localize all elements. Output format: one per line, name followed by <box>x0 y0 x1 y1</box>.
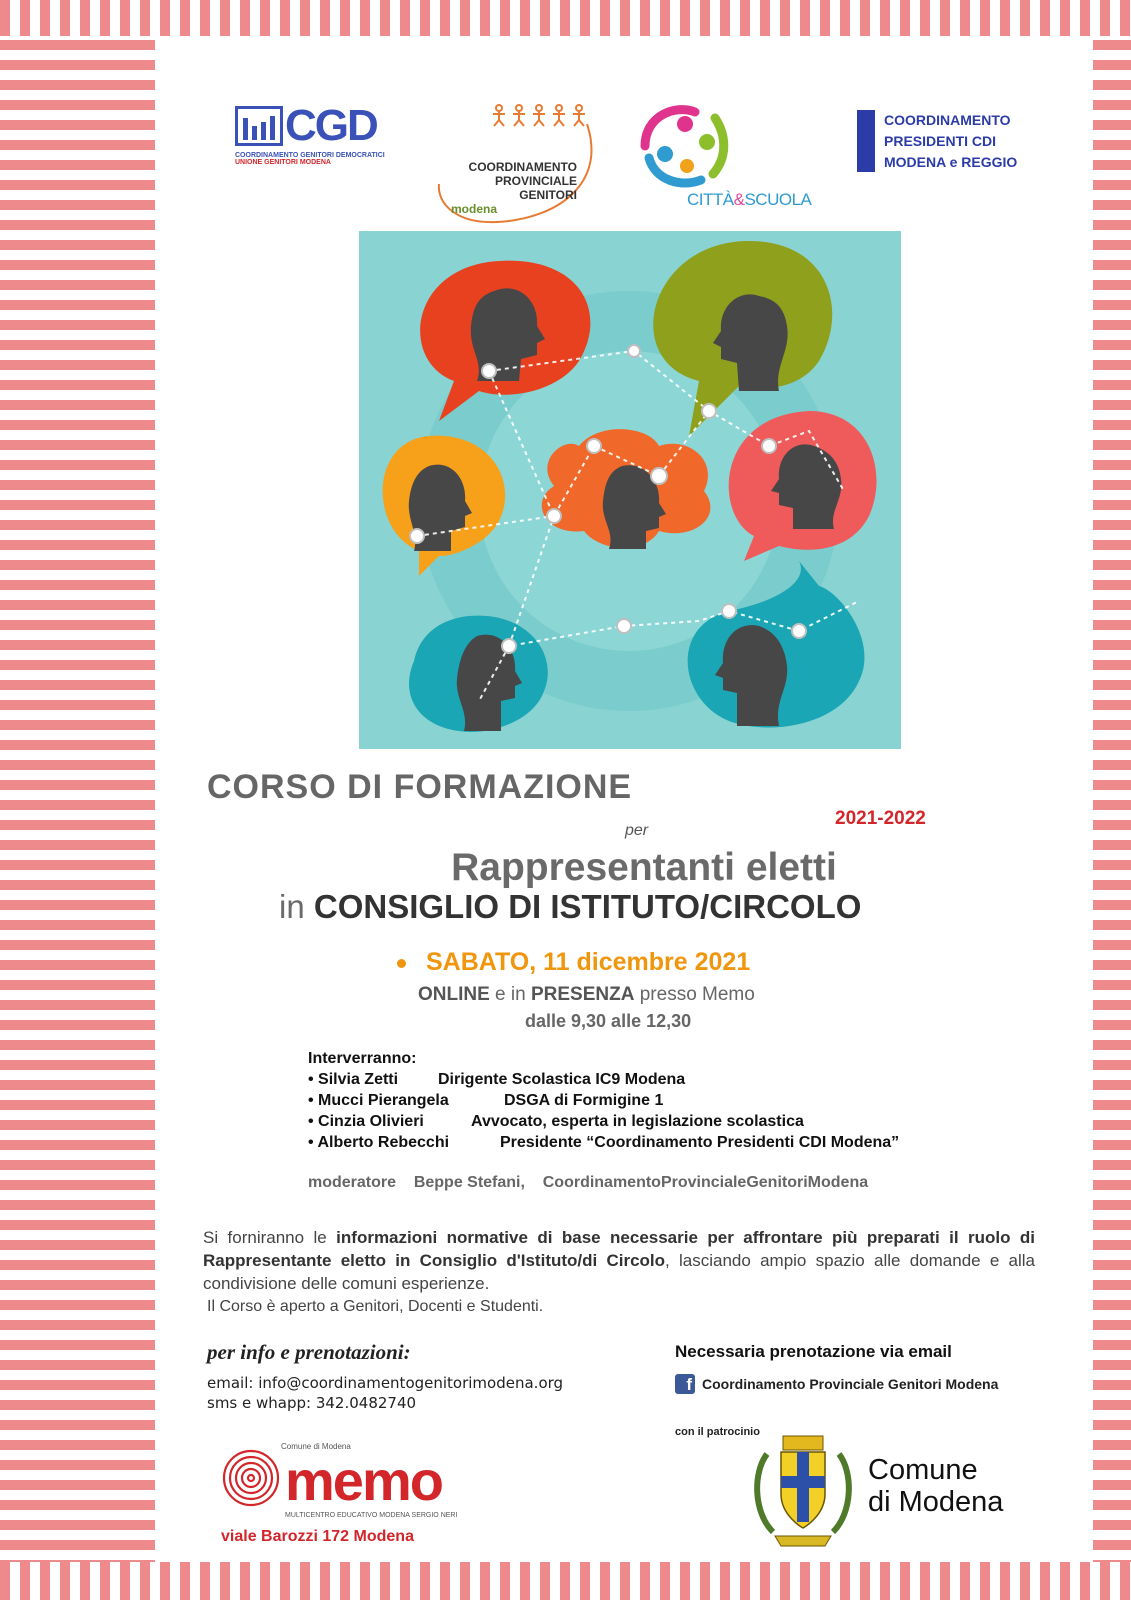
speakers-title: Interverranno: <box>308 1050 417 1067</box>
heads-network-illustration <box>359 231 901 749</box>
info-title: per info e prenotazioni: <box>207 1340 411 1364</box>
event-time: dalle 9,30 alle 12,30 <box>525 1011 692 1031</box>
striped-border-right <box>1093 0 1131 1600</box>
cpg-line3: GENITORI <box>519 188 577 202</box>
year-label: 2021-2022 <box>835 808 926 829</box>
facebook-link[interactable] <box>675 1374 998 1394</box>
moderator-line: moderatore Beppe Stefani, CoordinamentoProvincialeGenitoriModena <box>308 1174 869 1191</box>
citta-scuola-logo <box>635 96 835 216</box>
speakers-list <box>308 1048 899 1153</box>
memo-logo <box>221 1442 458 1556</box>
cgd-family-icon <box>235 106 283 146</box>
memo-spiral-icon <box>221 1448 281 1508</box>
booking-title: Necessaria prenotazione via email <box>675 1342 952 1361</box>
cgd-line1: COORDINAMENTO GENITORI DEMOCRATICI <box>235 152 385 159</box>
patronage-label: con il patrocinio <box>675 1426 760 1438</box>
cgd-line2: UNIONE GENITORI MODENA <box>235 159 331 166</box>
cdi-line3: MODENA e REGGIO <box>884 154 1018 170</box>
striped-border-left <box>0 0 155 1600</box>
facebook-label: Coordinamento Provinciale Genitori Modena <box>702 1376 999 1392</box>
bullet-icon <box>397 959 406 968</box>
comune-line1: Comune <box>868 1454 978 1486</box>
subtitle-main: CONSIGLIO DI ISTITUTO/CIRCOLO <box>313 888 862 925</box>
memo-wordmark: memo <box>285 1449 442 1512</box>
cpg-text <box>447 160 577 202</box>
cdi-line1: COORDINAMENTO <box>884 112 1011 128</box>
facebook-icon: f <box>675 1374 695 1394</box>
subtitle-consiglio <box>279 888 861 926</box>
info-phone: sms e whapp: 342.0482740 <box>207 1394 417 1412</box>
cpg-line4: modena <box>451 202 498 216</box>
cgd-mark: CGD <box>285 101 377 150</box>
event-date-text: SABATO, 11 dicembre 2021 <box>426 948 751 976</box>
memo-small-text: Comune di Modena <box>281 1442 351 1451</box>
cpg-logo <box>437 94 597 224</box>
striped-border-bottom <box>0 1562 1131 1600</box>
subtitle-rappresentanti: Rappresentanti eletti <box>451 846 837 889</box>
modena-crest-icon <box>753 1432 853 1550</box>
flyer-page <box>155 36 1093 1562</box>
cpg-line1: COORDINAMENTO <box>468 160 577 174</box>
speaker-row: • Alberto Rebecchi Presidente “Coordinamento Presidenti CDI Modena” <box>308 1134 900 1151</box>
cpg-line2: PROVINCIALE <box>494 174 577 188</box>
course-description: Si forniranno le informazioni normative di base necessarie per affrontare più preparati il ruolo di Rappresentante eletto in Consiglio d'Istituto/di Circolo, lasciando ampio spazio alle domande e alla condivisione delle comuni esperienze. <box>203 1228 1035 1293</box>
page-title: CORSO DI FORMAZIONE <box>207 768 633 806</box>
striped-border-top <box>0 0 1131 36</box>
event-date <box>397 948 750 977</box>
cdi-line2: PRESIDENTI CDI <box>884 133 997 149</box>
speaker-row: • Cinzia Olivieri Avvocato, esperta in legislazione scolastica <box>308 1113 804 1130</box>
comune-line2: di Modena <box>868 1486 1004 1518</box>
event-mode: ONLINE e in PRESENZA presso Memo <box>418 984 755 1005</box>
cdi-bar <box>857 110 875 172</box>
memo-address: viale Barozzi 172 Modena <box>221 1528 414 1545</box>
course-audience: Il Corso è aperto a Genitori, Docenti e Studenti. <box>207 1298 544 1315</box>
comune-di-modena <box>868 1454 1003 1518</box>
citta-scuola-wordmark: CITTÀ&SCUOLA <box>687 190 812 209</box>
speaker-row: • Silvia Zetti Dirigente Scolastica IC9 Modena <box>308 1071 686 1088</box>
per-label: per <box>625 822 649 839</box>
info-email[interactable]: email: info@coordinamentogenitorimodena.org <box>207 1374 564 1392</box>
subtitle-in: in <box>279 888 305 925</box>
cdi-text <box>884 110 1017 173</box>
citta-scuola-people-icon <box>635 96 735 192</box>
speaker-row: • Mucci Pierangela DSGA di Formigine 1 <box>308 1092 664 1109</box>
memo-subtitle: MULTICENTRO EDUCATIVO MODENA SERGIO NERI <box>285 1512 458 1519</box>
cgd-logo <box>235 101 393 166</box>
